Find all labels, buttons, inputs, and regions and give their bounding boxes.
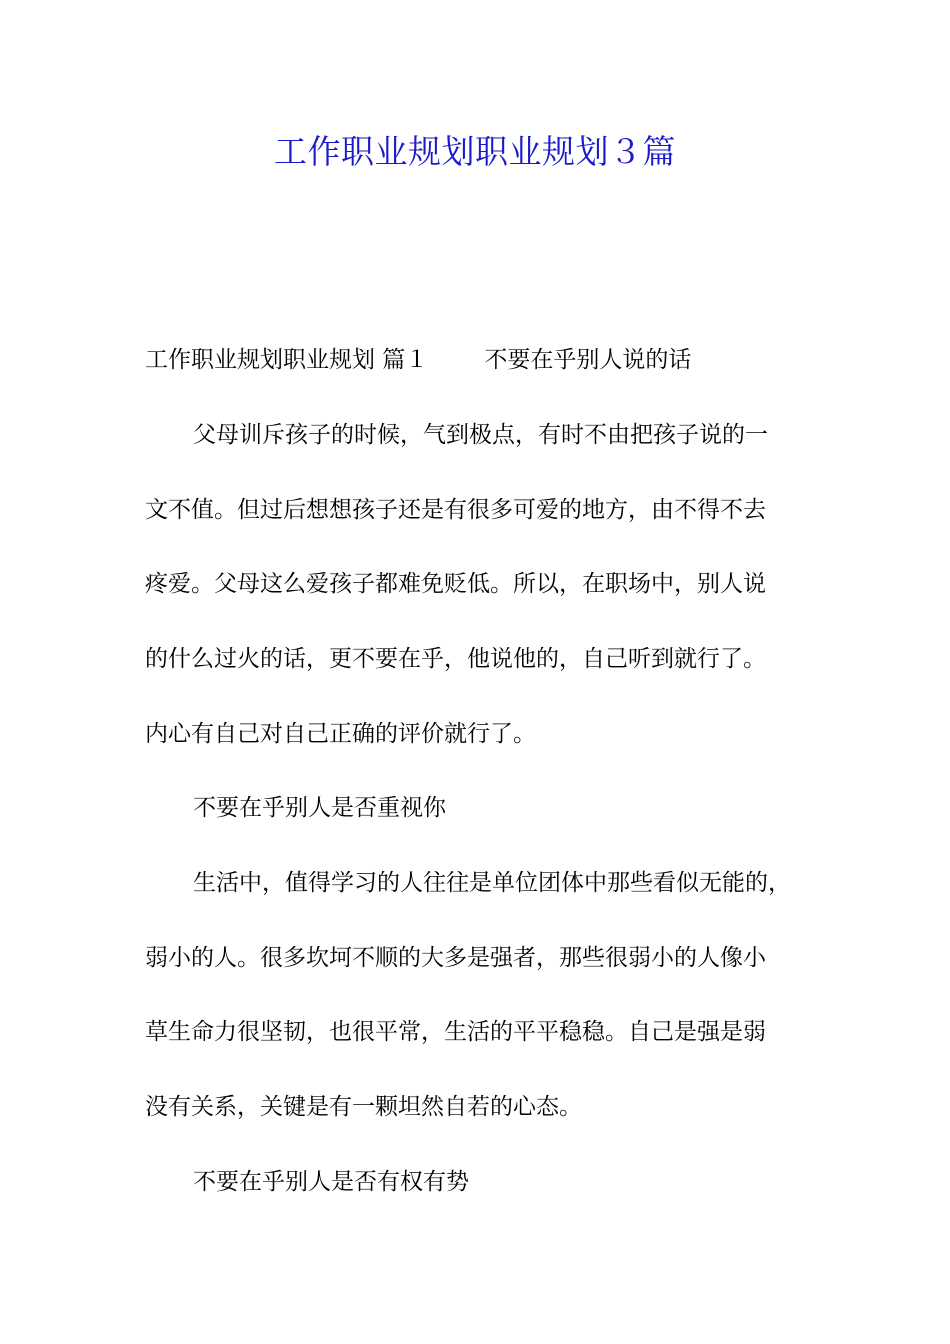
section-subtitle: 不要在乎别人说的话 [484, 347, 692, 373]
paragraph-line: 文不值。但过后想想孩子还是有很多可爱的地方，由不得不去 [145, 497, 766, 523]
subheading-line: 不要在乎别人是否有权有势 [193, 1169, 469, 1195]
paragraph-line: 疼爱。父母这么爱孩子都难免贬低。所以，在职场中，别人说 [145, 571, 766, 597]
document-title: 工作职业规划职业规划３篇 [274, 132, 676, 171]
paragraph-line: 没有关系，关键是有一颗坦然自若的心态。 [145, 1094, 582, 1120]
section-heading-label: 工作职业规划职业规划 篇１ [145, 347, 429, 373]
section-heading [145, 344, 691, 376]
subheading-line: 不要在乎别人是否重视你 [193, 795, 446, 821]
paragraph-line: 父母训斥孩子的时候，气到极点，有时不由把孩子说的一 [193, 422, 768, 448]
paragraph-line: 草生命力很坚韧，也很平常，生活的平平稳稳。自己是强是弱 [145, 1019, 766, 1045]
paragraph-line: 弱小的人。很多坎坷不顺的大多是强者，那些很弱小的人像小 [145, 945, 766, 971]
paragraph-line: 内心有自己对自己正确的评价就行了。 [145, 721, 536, 747]
paragraph-line: 的什么过火的话，更不要在乎，他说他的，自己听到就行了。 [145, 646, 766, 672]
paragraph-line: 生活中，值得学习的人往往是单位团体中那些看似无能的， [193, 870, 791, 896]
